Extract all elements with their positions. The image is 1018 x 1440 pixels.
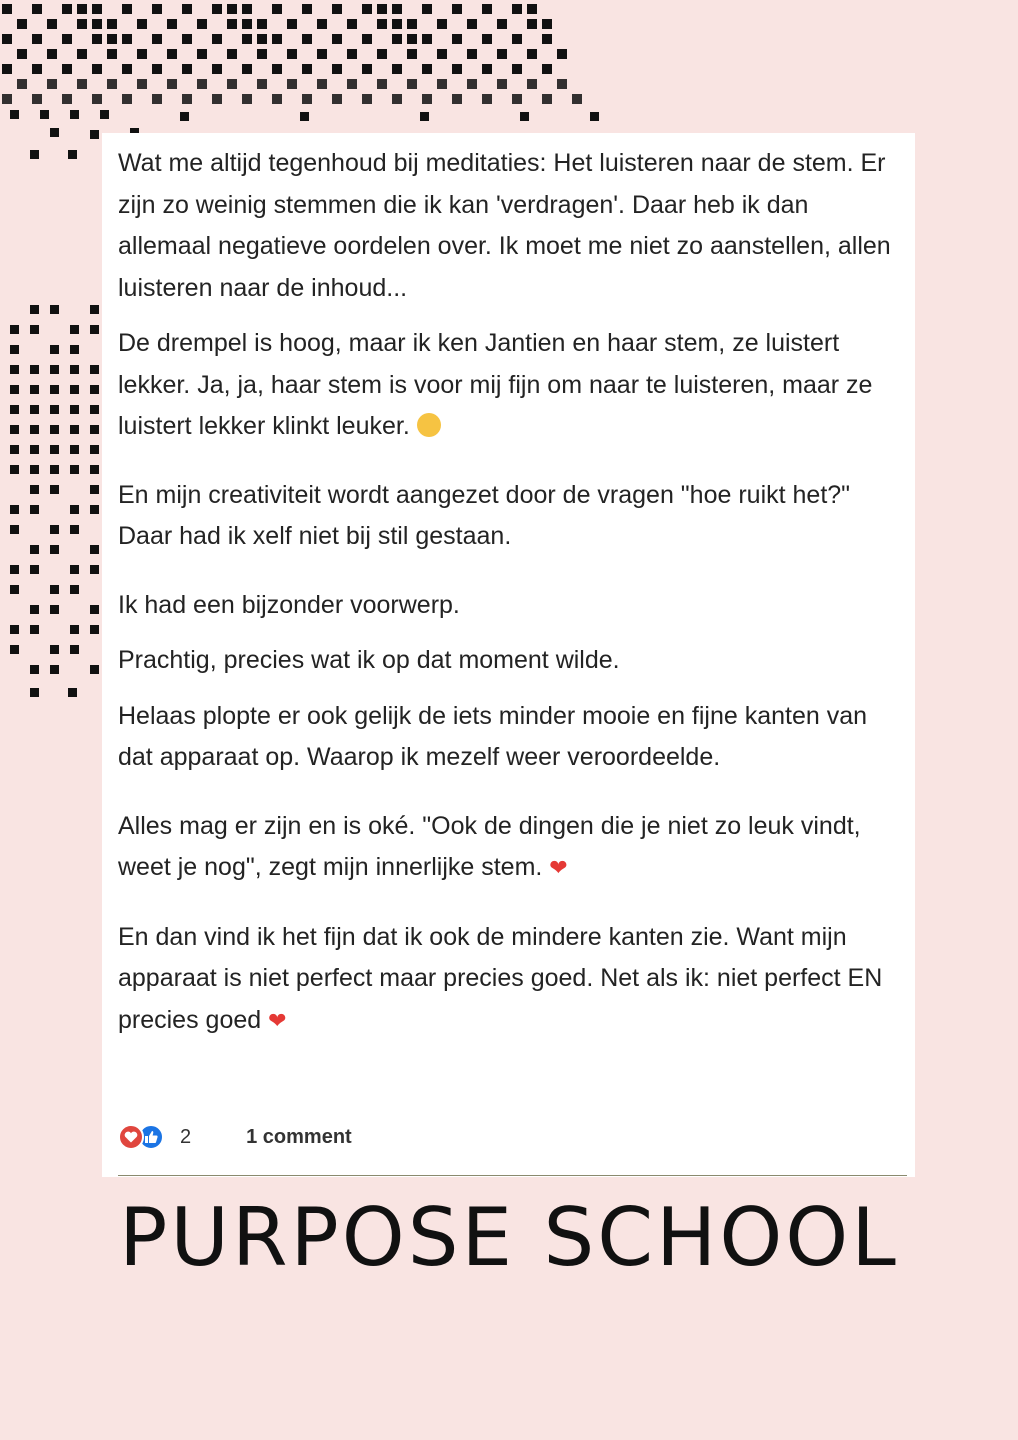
reaction-icons[interactable] xyxy=(118,1123,170,1151)
post-card xyxy=(102,133,915,1177)
heart-icon xyxy=(118,1124,144,1150)
post-paragraph-8: En dan vind ik het fijn dat ik ook de mindere kanten zie. Want mijn apparaat is niet perfect maar precies goed. Net als ik: niet perfect EN precies goed ❤ xyxy=(118,922,883,1034)
blushing-face-emoji-icon xyxy=(417,413,441,437)
brand-logo-text: PURPOSE SCHOOL xyxy=(119,1191,899,1284)
comment-count-link[interactable]: 1 comment xyxy=(246,1125,352,1148)
post-paragraph-6: Helaas plopte er ook gelijk de iets minder mooie en fijne kanten van dat apparaat op. Waarop ik mezelf weer veroordeelde. xyxy=(118,701,868,771)
divider-line xyxy=(118,1175,907,1176)
red-heart-emoji-icon: ❤ xyxy=(268,1008,287,1034)
post-paragraph-1: Wat me altijd tegenhoud bij meditaties: Het luisteren naar de stem. Er zijn zo weinig stemmen die ik kan 'verdragen'. Daar heb ik dan allemaal negatieve oordelen over. Ik moet me niet zo aanstellen, allen luisteren naar de inhoud... xyxy=(118,149,891,302)
reaction-count[interactable]: 2 xyxy=(180,1125,192,1148)
reactions-bar xyxy=(118,1123,352,1151)
post-paragraph-5: Prachtig, precies wat ik op dat moment wilde. xyxy=(118,646,620,674)
red-heart-emoji-icon: ❤ xyxy=(549,856,568,881)
post-paragraph-3: En mijn creativiteit wordt aangezet door de vragen "hoe ruikt het?" Daar had ik xelf niet bij stil gestaan. xyxy=(118,480,851,550)
post-paragraph-4: Ik had een bijzonder voorwerp. xyxy=(118,590,460,619)
post-paragraph-7: Alles mag er zijn en is oké. "Ook de dingen die je niet zo leuk vindt, weet je nog", zegt mijn innerlijke stem. ❤ xyxy=(118,811,861,881)
post-body xyxy=(118,143,905,1042)
post-paragraph-2: De drempel is hoog, maar ik ken Jantien en haar stem, ze luistert lekker. Ja, ja, haar stem is voor mij fijn om naar te luisteren, maar ze luistert lekker klinkt leuker. xyxy=(118,329,873,440)
